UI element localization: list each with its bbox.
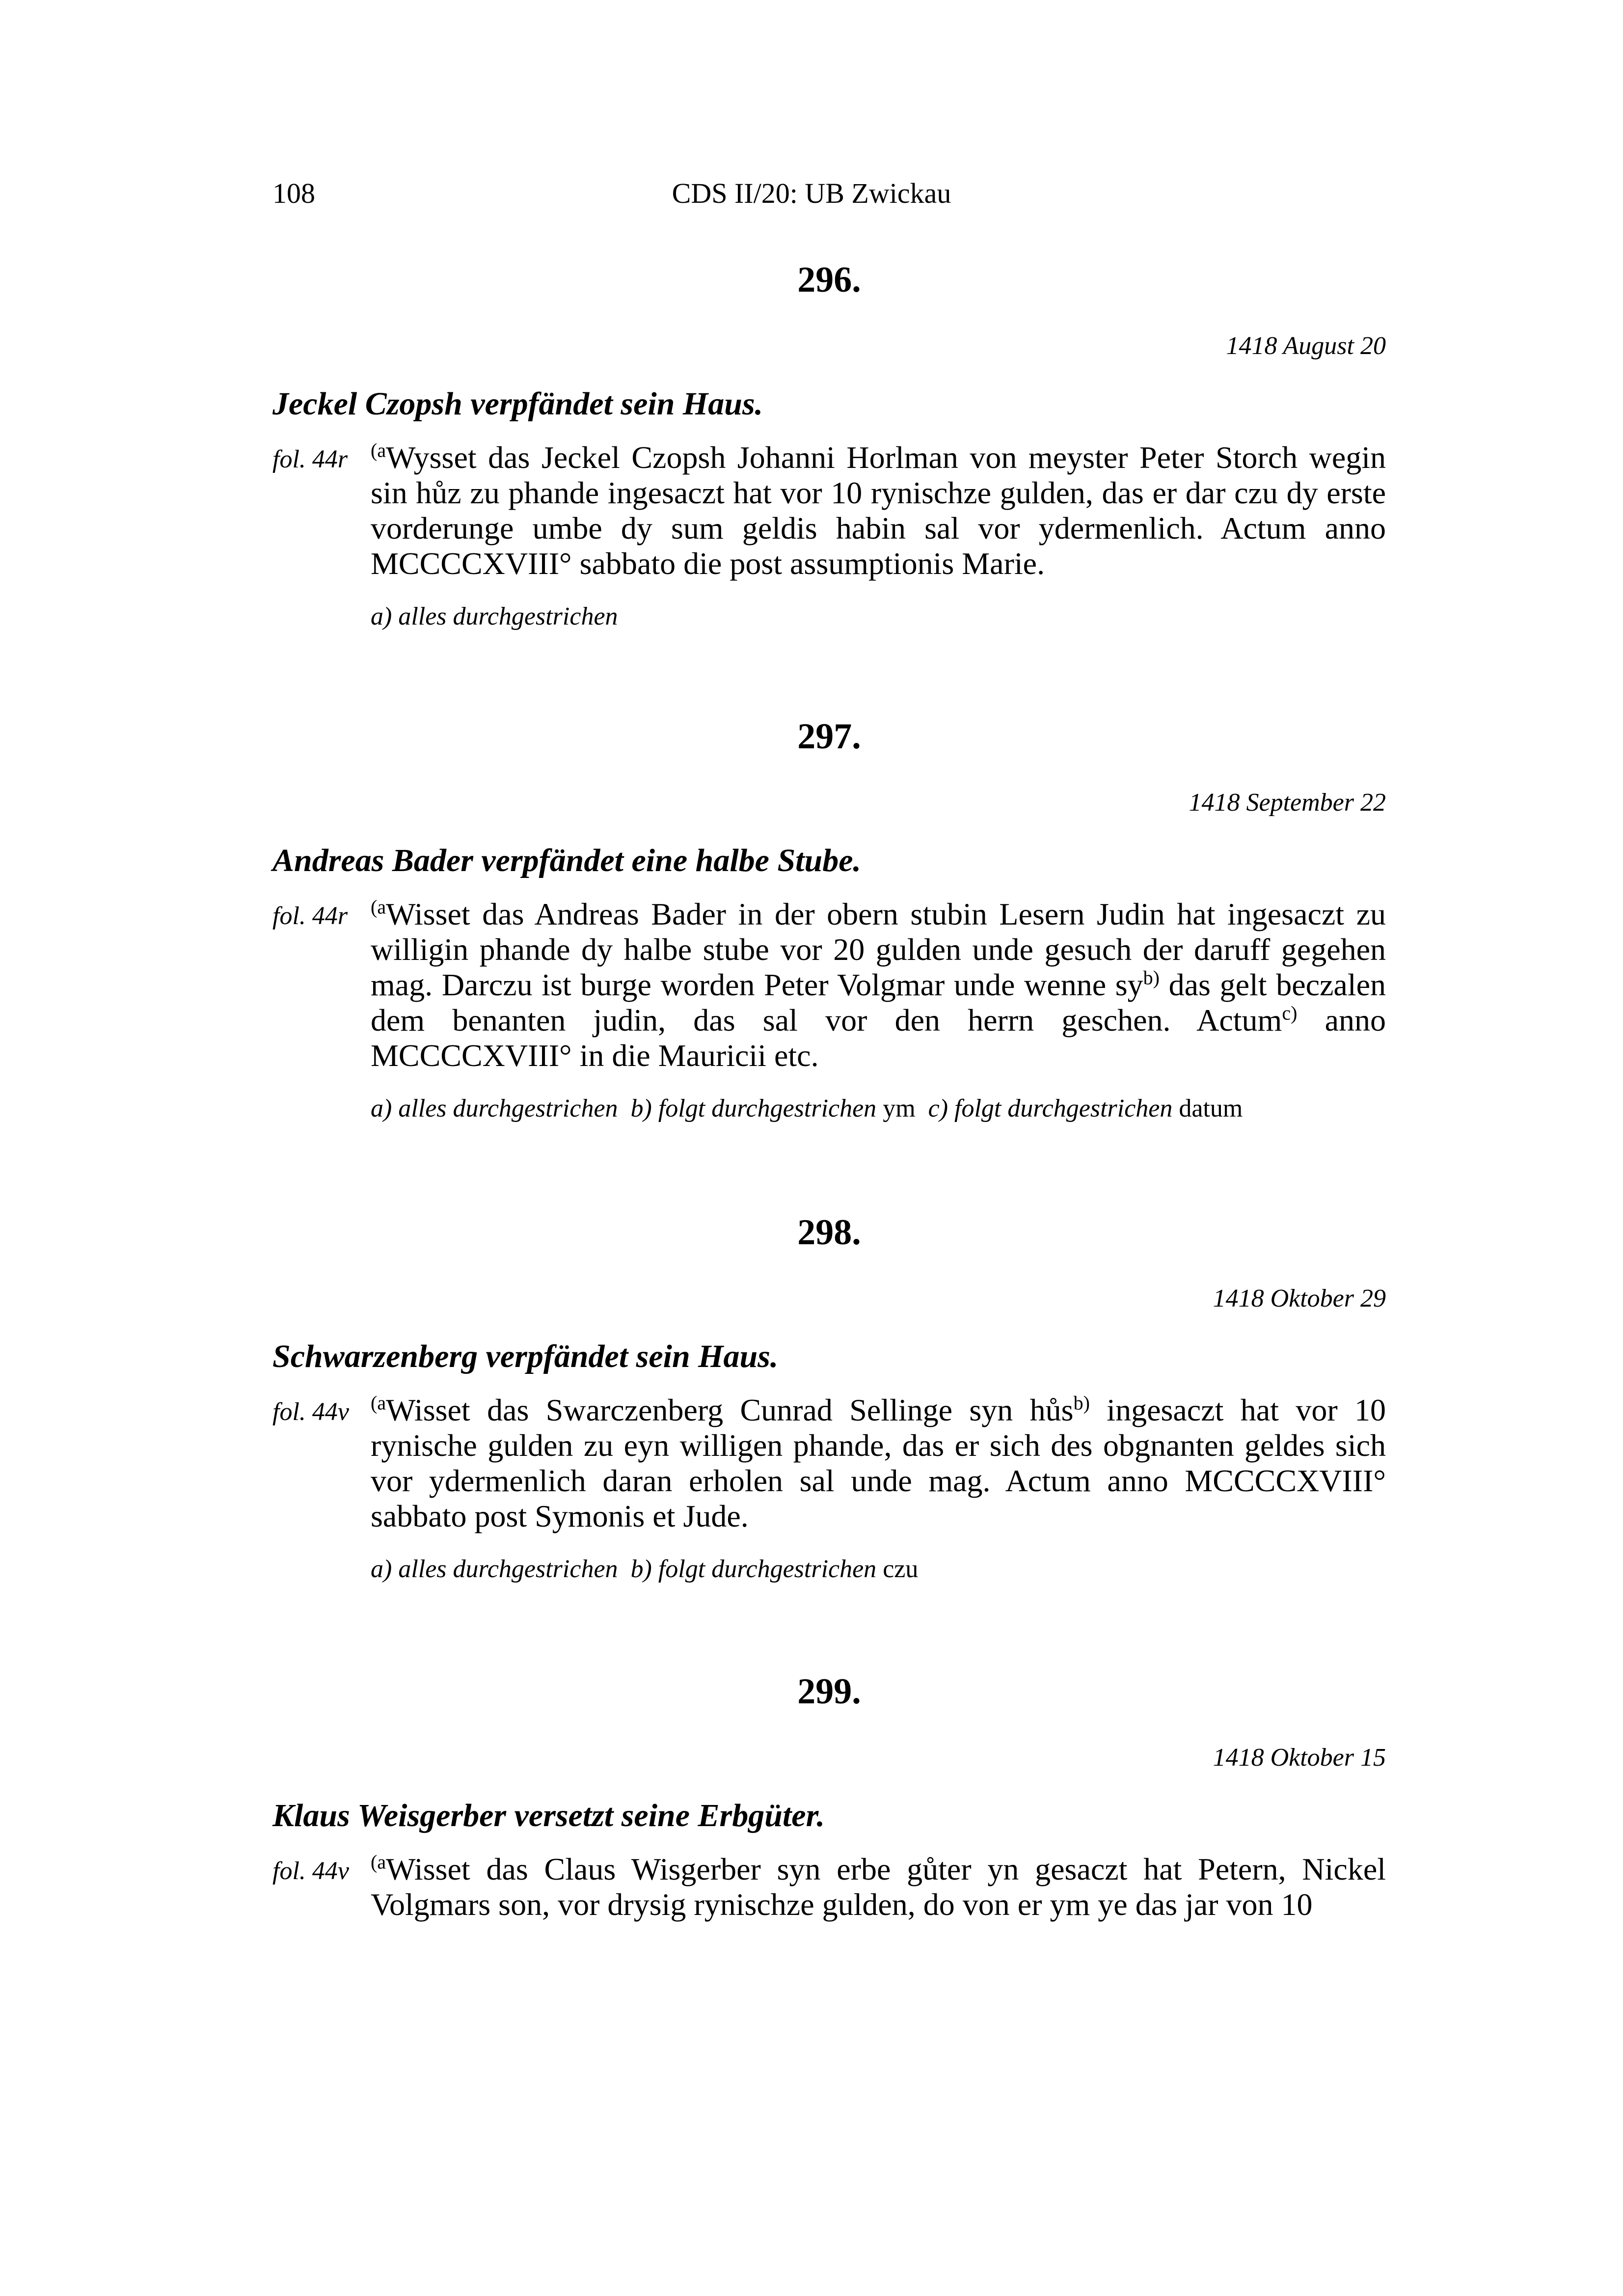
entry-number: 299.: [797, 1671, 861, 1712]
entry-299: [272, 1667, 1386, 1922]
entry-title: Jeckel Czopsh verpfändet sein Haus.: [272, 386, 763, 422]
footnotes: [371, 1093, 1386, 1124]
entry-text-content: Wisset das Claus Wisgerber syn erbe gůter yn gesaczt hat Petern, Nickel Volgmars son, vor drysig rynischze gulden, do von er ym ye das jar von 10: [371, 1852, 1386, 1922]
entry-number: 298.: [797, 1212, 861, 1253]
entry-text-part: das gelt beczalen dem benanten judin, das sal vor den herrn geschen. Actum: [371, 967, 1386, 1038]
entry-date: 1418 September 22: [1189, 789, 1386, 817]
footnote-b: b) folgt durchgestrichen: [630, 1094, 877, 1122]
footnote-a: a) alles durchgestrichen: [371, 602, 618, 630]
entry-number: 297.: [797, 716, 861, 757]
entry-body: [272, 897, 1386, 1073]
footnote-b-word: ym: [883, 1094, 916, 1122]
folio-reference: fol. 44v: [272, 1857, 349, 1885]
entry-title: Schwarzenberg verpfändet sein Haus.: [272, 1339, 779, 1374]
entry-297: [272, 712, 1386, 1124]
entry-body: [272, 440, 1386, 581]
entry-body: [272, 1393, 1386, 1534]
footnote-c-word: datum: [1179, 1094, 1243, 1122]
footnotes: [371, 601, 1386, 632]
entry-date: 1418 Oktober 15: [1213, 1744, 1386, 1772]
entry-title: Klaus Weisgerber versetzt seine Erbgüter.: [272, 1798, 825, 1833]
folio-reference: fol. 44r: [272, 445, 348, 473]
entry-text-part: Wisset das Andreas Bader in der obern stubin Lesern Judin hat ingesaczt zu willigin phande dy halbe stube vor 20 gulden unde gesuch der daruff gegehen mag. Darczu ist burge worden Peter Volgmar unde wenne sy: [371, 897, 1386, 1002]
entry-body: [272, 1852, 1386, 1922]
entry-date: 1418 Oktober 29: [1213, 1285, 1386, 1312]
entry-title: Andreas Bader verpfändet eine halbe Stube.: [272, 843, 861, 878]
footnotes: [371, 1554, 1386, 1585]
entry-text-part: ingesaczt hat vor 10 rynische gulden zu eyn willigen phande, das er sich des obgnanten geldes sich vor ydermenlich daran erholen sal unde mag. Actum anno MCCCCXVIII° sabbato post Symonis et Jude.: [371, 1393, 1386, 1533]
folio-reference: fol. 44v: [272, 1398, 349, 1426]
entry-text: [371, 897, 1386, 1073]
footnote-a: a) alles durchgestrichen: [371, 1555, 618, 1583]
footnote-b: b) folgt durchgestrichen: [630, 1555, 877, 1583]
entry-date: 1418 August 20: [1226, 332, 1386, 360]
page-number: 108: [272, 177, 315, 209]
entry-text-part: Wisset das Swarczenberg Cunrad Sellinge syn hůs: [386, 1393, 1074, 1427]
entry-text: [371, 1852, 1386, 1922]
folio-reference: fol. 44r: [272, 902, 348, 930]
footnote-marker: (a: [371, 896, 386, 918]
footnote-b-word: czu: [883, 1555, 919, 1583]
footnote-marker: b): [1143, 966, 1160, 989]
entry-text: [371, 1393, 1386, 1534]
footnote-marker: c): [1282, 1002, 1298, 1024]
entry-298: [272, 1208, 1386, 1585]
entry-number: 296.: [797, 260, 861, 300]
footnote-c: c) folgt durchgestrichen: [928, 1094, 1173, 1122]
entry-text-part: anno MCCCCXVIII° in die Mauricii etc.: [371, 1003, 1386, 1073]
footnote-marker: (a: [371, 1851, 386, 1873]
footnote-marker: b): [1073, 1392, 1090, 1414]
footnote-a: a) alles durchgestrichen: [371, 1094, 618, 1122]
footnote-marker: (a: [371, 1392, 386, 1414]
running-title: CDS II/20: UB Zwickau: [672, 177, 951, 209]
entry-296: [272, 255, 1386, 632]
entry-text: [371, 440, 1386, 581]
entry-text-content: Wysset das Jeckel Czopsh Johanni Horlman von meyster Peter Storch wegin sin hůz zu phande ingesaczt hat vor 10 rynischze gulden, das er dar czu dy erste vorderunge umbe dy sum geldis habin sal vor ydermenlich. Actum anno MCCCCXVIII° sabbato die post assumptionis Marie.: [371, 440, 1386, 581]
footnote-marker: (a: [371, 439, 386, 462]
